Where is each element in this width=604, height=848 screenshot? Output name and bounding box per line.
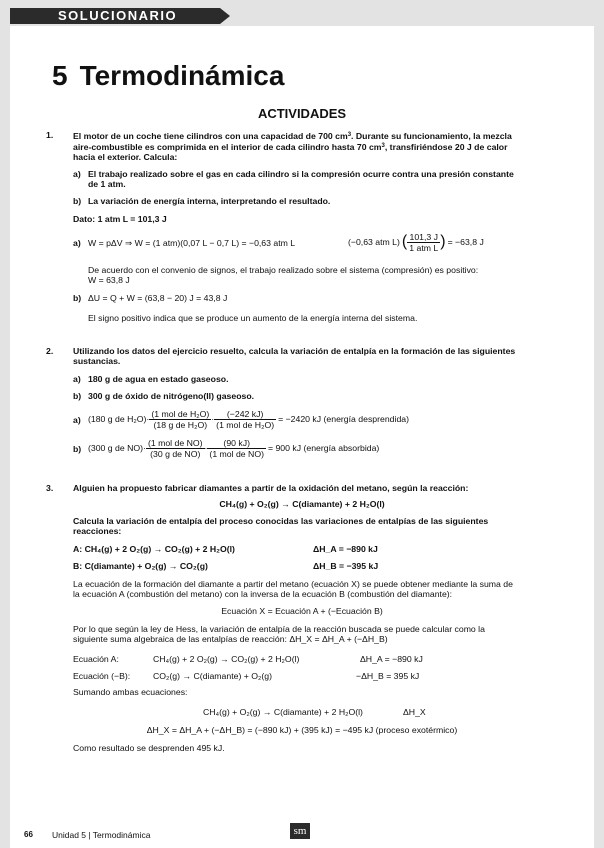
q1-b-text: La variación de energía interna, interpretando el resultado. <box>88 196 331 206</box>
q3-calc-line2: reacciones: <box>73 526 122 536</box>
q2-sol-b-f1-den: (30 g de NO) <box>150 448 201 459</box>
q3-result: Como resultado se desprenden 495 kJ. <box>73 743 225 753</box>
q1-conv-right: = −63,8 J <box>447 237 484 247</box>
q2-b-text: 300 g de óxido de nitrógeno(II) gaseoso. <box>88 391 255 401</box>
q1-sol-b-label: b) <box>73 293 82 303</box>
q3-sum-label: Sumando ambas ecuaciones: <box>73 687 188 697</box>
q1-stmt-line2b: , transfiriéndose 20 J de calor <box>384 142 508 152</box>
publisher-logo: sm <box>290 823 310 839</box>
q1-stmt-line1a: El motor de un coche tiene cilindros con una capacidad de 700 cm <box>73 131 348 141</box>
q2-a-label: a) <box>73 374 81 384</box>
q2-sol-b-label: b) <box>73 444 82 454</box>
q3-number: 3. <box>46 483 54 493</box>
q2-sol-b-f2-den: (1 mol de NO) <box>209 448 264 459</box>
q2-sol-a-label: a) <box>73 415 81 425</box>
chapter-title: Termodinámica <box>79 60 285 91</box>
page-title <box>52 60 284 92</box>
q1-sol-a-label: a) <box>73 238 81 248</box>
q1-a-line1: El trabajo realizado sobre el gas en cada cilindro si la compresión ocurre contra una presión constante <box>88 169 514 179</box>
q1-sol-a-conversion: (−0,63 atm L) ( $\frac{101,3 J}{\text{1 atm L}}$ ) = −63,8 J <box>348 231 484 253</box>
q1-stmt-line3: hacia el exterior. Calcula: <box>73 152 178 162</box>
q3-sum-eq: CH₄(g) + O₂(g) → C(diamante) + 2 H₂O(l) <box>203 707 363 717</box>
q1-a-text <box>88 169 583 189</box>
section-heading: ACTIVIDADES <box>257 106 347 121</box>
q3-explanation <box>73 579 588 599</box>
q3-eq-a-h: ΔH_A = −890 kJ <box>313 544 378 554</box>
q1-note-a <box>88 265 583 285</box>
q3-eq-b: B: C(diamante) + O₂(g) → CO₂(g) <box>73 561 208 571</box>
q1-number: 1. <box>46 130 54 140</box>
q2-sol-b-f2-num: (90 kJ) <box>207 438 266 449</box>
q2-stmt-line1: Utilizando los datos del ejercicio resuelto, calcula la variación de entalpía en la formación de las siguientes <box>73 346 516 356</box>
q3-calc <box>73 516 583 536</box>
q1-conv-left: (−0,63 atm L) <box>348 237 400 247</box>
q2-stmt-line2: sustancias. <box>73 356 121 366</box>
q3-hess <box>73 624 588 644</box>
q1-stmt-line1b: . Durante su funcionamiento, la mezcla <box>351 131 512 141</box>
q1-dato: Dato: 1 atm L = 101,3 J <box>73 214 167 224</box>
q3-row-a-h: ΔH_A = −890 kJ <box>360 654 423 664</box>
q2-b-label: b) <box>73 391 82 401</box>
q1-note-b: El signo positivo indica que se produce un aumento de la energía interna del sistema. <box>88 313 418 323</box>
page-number: 66 <box>24 830 33 839</box>
q3-row-b-label: Ecuación (−B): <box>73 671 131 681</box>
q3-exp-line1: La ecuación de la formación del diamante a partir del metano (ecuación X) se puede obtener mediante la suma de <box>73 579 513 589</box>
q2-sol-a-f1-den: (18 g de H₂O) <box>153 419 208 430</box>
q3-eq-a: A: CH₄(g) + 2 O₂(g) → CO₂(g) + 2 H₂O(l) <box>73 544 235 554</box>
header-label: SOLUCIONARIO <box>58 8 178 23</box>
q3-row-a-label: Ecuación A: <box>73 654 119 664</box>
q1-a-line2: de 1 atm. <box>88 179 126 189</box>
q2-sol-b: (300 g de NO)· $\frac{\text{(1 mol de NO)}}{\text{(30 g de NO)}}$ · $\frac{(90 kJ)}{\text{(1 mol de NO)}}$ = 900 kJ (energía absorbida) <box>88 437 380 459</box>
q1-sup-2: 3 <box>381 143 385 149</box>
q1-b-label: b) <box>73 196 82 206</box>
q3-final: ΔH_X = ΔH_A + (−ΔH_B) = (−890 kJ) + (395 kJ) = −495 kJ (proceso exotérmico) <box>146 725 458 735</box>
q2-sol-b-f1-num: (1 mol de NO) <box>147 437 203 448</box>
q3-eq-b-h: ΔH_B = −395 kJ <box>313 561 379 571</box>
q1-sup: 3 <box>347 132 352 138</box>
q2-sol-a-f1-num: (1 mol de H₂O) <box>151 408 210 419</box>
q2-sol-a-f2-num: (−242 kJ) <box>214 409 276 420</box>
footer-unit: Unidad 5 | Termodinámica <box>52 830 151 840</box>
q3-hess-line2: siguiente suma algebraica de las entalpías de reacción: ΔH_X = ΔH_A + (−ΔH_B) <box>73 634 388 644</box>
q1-stmt-line2a: aire-combustible es comprimida en el interior de cada cilindro hasta 70 cm <box>73 142 382 152</box>
q1-sol-a: W = pΔV ⇒ W = (1 atm)(0,07 L − 0,7 L) = −0,63 atm L <box>88 238 296 248</box>
q3-exp-line2: la ecuación A (combustión del metano) con la inversa de la ecuación B (combustión del diamante): <box>73 589 453 599</box>
q2-sol-a-left: (180 g de H₂O)· <box>88 414 150 424</box>
q1-note-a-line2: W = 63,8 J <box>88 275 130 285</box>
q3-row-b-h: −ΔH_B = 395 kJ <box>356 671 420 681</box>
q2-sol-b-right: = 900 kJ (energía absorbida) <box>267 443 380 453</box>
q2-number: 2. <box>46 346 54 356</box>
q3-row-a-eq: CH₄(g) + 2 O₂(g) → CO₂(g) + 2 H₂O(l) <box>153 654 300 664</box>
q2-sol-a-right: = −2420 kJ (energía desprendida) <box>278 414 409 424</box>
q1-conv-den: 1 atm L <box>409 242 439 253</box>
q2-sol-b-left: (300 g de NO)· <box>88 443 146 453</box>
q3-combo: Ecuación X = Ecuación A + (−Ecuación B) <box>221 606 383 616</box>
q3-row-b-eq: CO₂(g) → C(diamante) + O₂(g) <box>153 671 272 681</box>
q2-statement <box>73 346 583 366</box>
q2-sol-a: (180 g de H₂O)· $\frac{\text{(1 mol de H₂O)}}{\text{(18 g de H₂O)}}$ · $\frac{(-242 kJ)}{\text{(1 mol de H₂O)}}$ = −2420 kJ (energía desprendida) <box>88 408 409 430</box>
q3-sum-h: ΔH_X <box>403 707 426 717</box>
q3-reaction: CH₄(g) + O₂(g) → C(diamante) + 2 H₂O(l) <box>219 499 385 509</box>
q2-sol-a-f2-den: (1 mol de H₂O) <box>216 419 275 430</box>
q2-a-text: 180 g de agua en estado gaseoso. <box>88 374 229 384</box>
header-tab-arrow <box>220 8 230 24</box>
q1-conv-num: 101,3 J <box>407 232 440 243</box>
q3-calc-line1: Calcula la variación de entalpía del proceso conocidas las variaciones de entalpías de las siguientes <box>73 516 489 526</box>
q3-statement: Alguien ha propuesto fabricar diamantes a partir de la oxidación del metano, según la reacción: <box>73 483 469 493</box>
q1-sol-b: ΔU = Q + W = (63,8 − 20) J = 43,8 J <box>88 293 228 303</box>
chapter-number: 5 <box>52 60 68 91</box>
q1-a-label: a) <box>73 169 81 179</box>
q1-note-a-line1: De acuerdo con el convenio de signos, el trabajo realizado sobre el sistema (compresión) es positivo: <box>88 265 479 275</box>
q3-hess-line1: Por lo que según la ley de Hess, la variación de entalpía de la reacción buscada se puede calcular como la <box>73 624 485 634</box>
q1-statement <box>73 130 583 162</box>
